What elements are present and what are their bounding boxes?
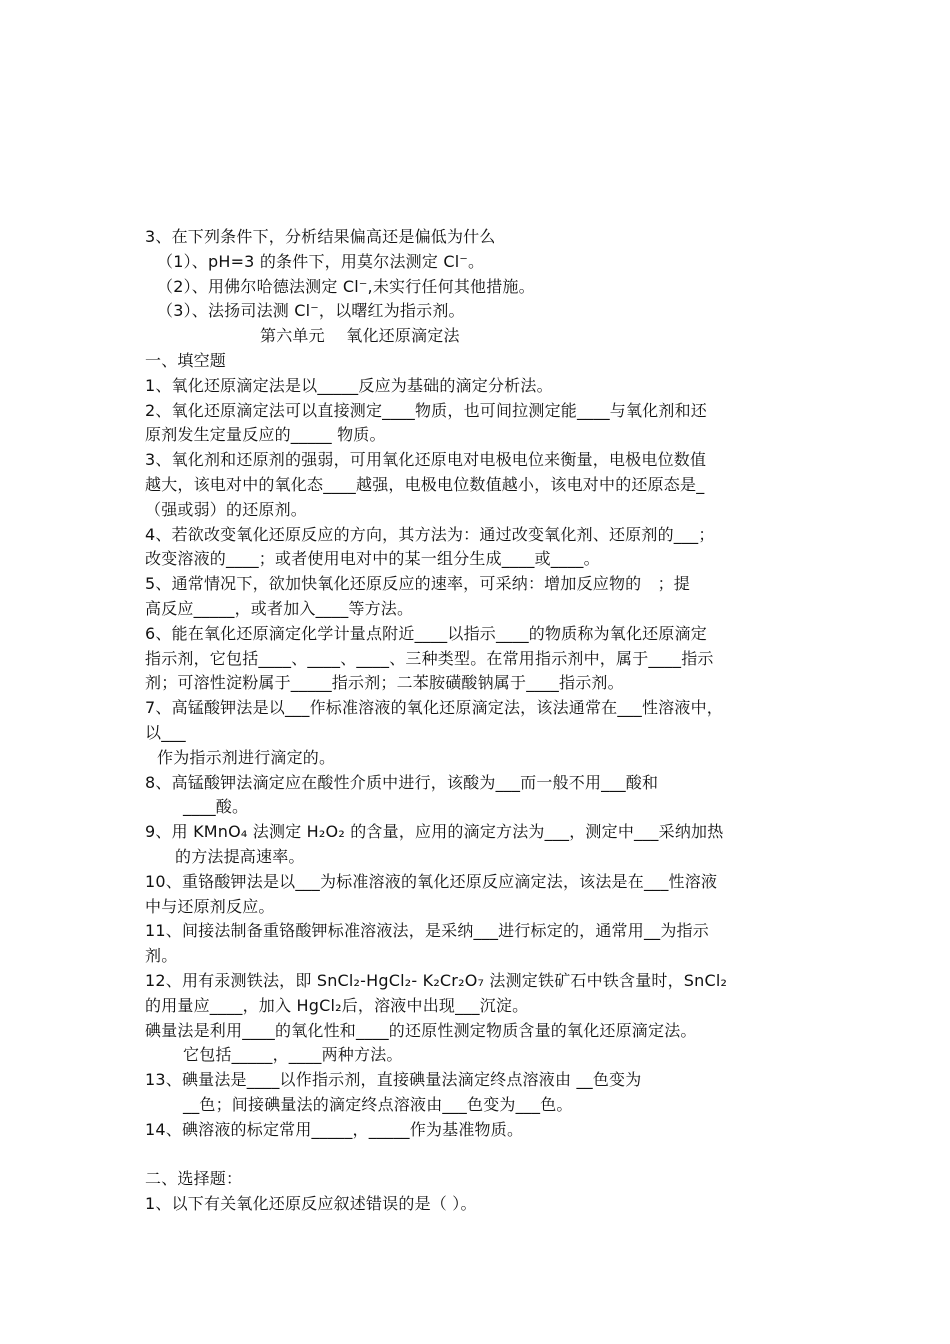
fill-line: 越大，该电对中的氧化态____越强，电极电位数值越小，该电对中的还原态是_ xyxy=(145,474,705,494)
fill-line: （强或弱）的还原剂。 xyxy=(145,499,308,519)
fill-line: 碘量法是利用____的氧化性和____的还原性测定物质含量的氧化还原滴定法。 xyxy=(145,1020,697,1040)
fill-line: 2、氧化还原滴定法可以直接测定____物质，也可间拉测定能____与氧化剂和还 xyxy=(145,400,707,420)
fill-line: 12、用有汞测铁法，即 SnCl₂-HgCl₂- K₂Cr₂O₇ 法测定铁矿石中铁含量时，SnCl₂ xyxy=(145,970,728,990)
fill-line: 10、重铬酸钾法是以___为标准溶液的氧化还原反应滴定法，该法是在___性溶液 xyxy=(145,871,718,891)
fill-line: 14、碘溶液的标定常用_____，_____作为基准物质。 xyxy=(145,1119,524,1139)
question-3-3: （3）、法扬司法测 Cl⁻，以曙红为指示剂。 xyxy=(157,301,465,321)
fill-line: 指示剂，它包括____、____、____、三种类型。在常用指示剂中，属于____指示 xyxy=(145,648,714,668)
question-3-1: （1）、pH=3 的条件下，用莫尔法测定 Cl⁻。 xyxy=(157,251,485,271)
fill-line: 11、间接法制备重铬酸钾标准溶液法，是采纳___进行标定的，通常用__为指示 xyxy=(145,921,709,941)
fill-line: 剂。 xyxy=(145,946,178,966)
fill-line: 5、通常情况下，欲加快氧化还原反应的速率，可采纳：增加反应物的 ；提 xyxy=(145,574,690,594)
fill-line: 6、能在氧化还原滴定化学计量点附近____以指示____的物质称为氧化还原滴定 xyxy=(145,623,707,643)
fill-heading: 一、填空题 xyxy=(145,350,227,370)
question-3-2: （2）、用佛尔哈德法测定 Cl⁻,未实行任何其他措施。 xyxy=(157,276,535,296)
choice-question-1: 1、以下有关氧化还原反应叙述错误的是（ ）。 xyxy=(145,1194,477,1214)
fill-line: 高反应_____，或者加入____等方法。 xyxy=(145,598,414,618)
fill-line: 以___ xyxy=(145,722,186,742)
fill-line: 作为指示剂进行滴定的。 xyxy=(157,747,336,767)
fill-line: 它包括_____，____两种方法。 xyxy=(183,1045,403,1065)
fill-line: 4、若欲改变氧化还原反应的方向，其方法为：通过改变氧化剂、还原剂的___； xyxy=(145,524,715,544)
fill-line: 剂；可溶性淀粉属于_____指示剂；二苯胺磺酸钠属于____指示剂。 xyxy=(145,673,624,693)
fill-line: 改变溶液的____；或者使用电对中的某一组分生成____或____。 xyxy=(145,549,600,569)
unit-title: 第六单元 氧化还原滴定法 xyxy=(260,326,460,346)
document-page xyxy=(145,225,815,1217)
spacer xyxy=(145,1142,815,1167)
fill-line: __色；间接碘量法的滴定终点溶液由___色变为___色。 xyxy=(183,1094,573,1114)
fill-line: 9、用 KMnO₄ 法测定 H₂O₂ 的含量，应用的滴定方法为___，测定中___采纳加热 xyxy=(145,822,724,842)
question-3: 3、在下列条件下，分析结果偏高还是偏低为什么 xyxy=(145,227,496,246)
fill-line: 13、碘量法是____以作指示剂，直接碘量法滴定终点溶液由 __色变为 xyxy=(145,1070,642,1090)
fill-line: 1、氧化还原滴定法是以_____反应为基础的滴定分析法。 xyxy=(145,375,553,395)
fill-line: 的方法提高速率。 xyxy=(175,846,305,866)
fill-line: 中与还原剂反应。 xyxy=(145,896,275,916)
choice-heading: 二、选择题： xyxy=(145,1169,243,1189)
fill-line: 原剂发生定量反应的_____ 物质。 xyxy=(145,425,386,445)
fill-line: 的用量应____，加入 HgCl₂后，溶液中出现___沉淀。 xyxy=(145,995,529,1015)
fill-line: 7、高锰酸钾法是以___作标准溶液的氧化还原滴定法，该法通常在___性溶液中， xyxy=(145,698,723,718)
fill-line: 3、氧化剂和还原剂的强弱，可用氧化还原电对电极电位来衡量，电极电位数值 xyxy=(145,450,707,470)
fill-line: 8、高锰酸钾法滴定应在酸性介质中进行，该酸为___而一般不用___酸和 xyxy=(145,772,659,792)
fill-line: ____酸。 xyxy=(183,797,249,817)
